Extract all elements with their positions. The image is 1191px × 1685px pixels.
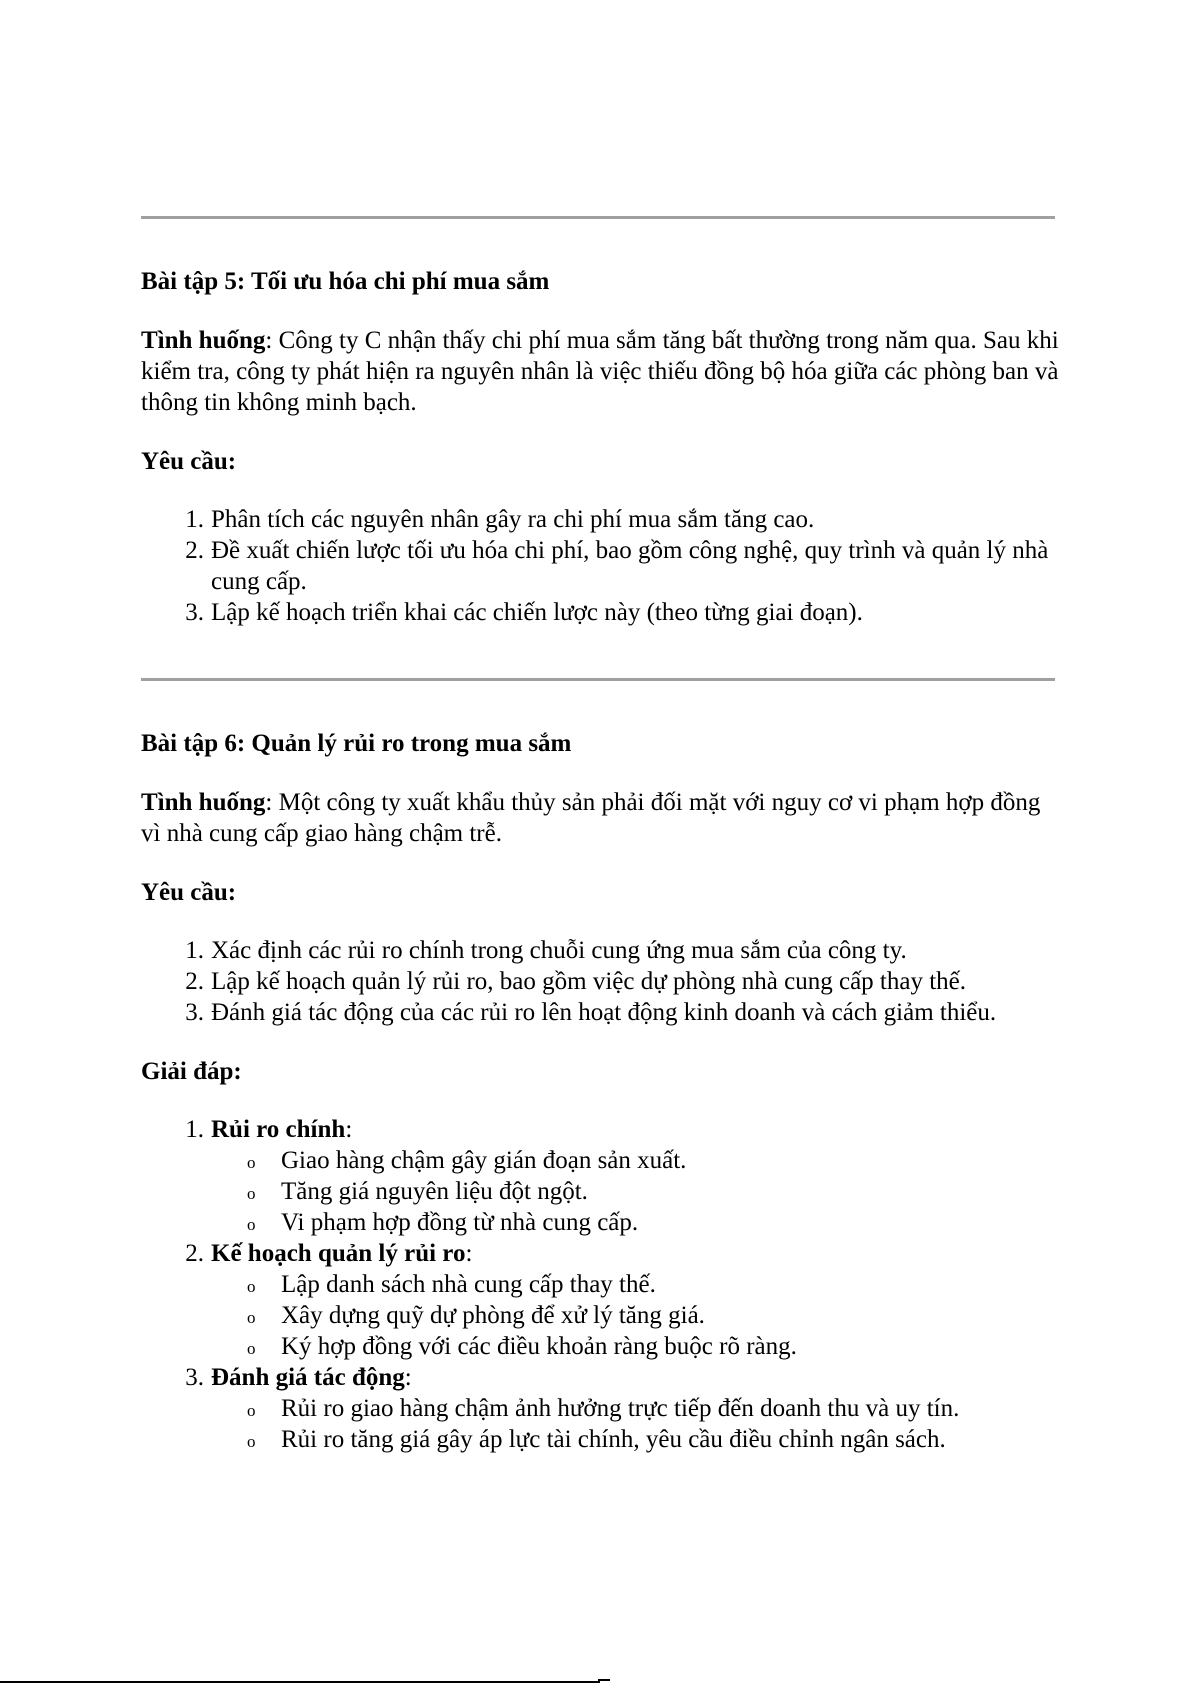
list-number: 1.	[185, 937, 204, 964]
sub-list-item	[247, 1176, 1061, 1207]
requirements-label: Yêu cầu:	[141, 448, 237, 475]
list-number: 1.	[185, 506, 204, 533]
list-item	[185, 997, 1061, 1028]
sub-list-item	[247, 1145, 1061, 1176]
answers-list	[141, 1114, 1061, 1455]
list-item-text: Lập kế hoạch triển khai các chiến lược này (theo từng giai đoạn).	[211, 599, 863, 626]
sub-item-text: Xây dựng quỹ dự phòng để xử lý tăng giá.	[281, 1302, 705, 1329]
list-number: 2.	[185, 968, 204, 995]
list-item-text: Xác định các rủi ro chính trong chuỗi cung ứng mua sắm của công ty.	[211, 937, 907, 964]
exercise-6-requirements-list	[141, 935, 1061, 1028]
exercise-6-situation	[141, 787, 1061, 849]
answer-title: Đánh giá tác động	[211, 1364, 405, 1391]
list-number: 3.	[185, 1364, 204, 1391]
exercise-5-requirements-list	[141, 504, 1061, 628]
bullet-icon: o	[247, 1308, 256, 1327]
answer-item	[185, 1238, 1061, 1362]
list-item-text: Đánh giá tác động của các rủi ro lên hoạt động kinh doanh và cách giảm thiểu.	[211, 999, 997, 1026]
list-number: 2.	[185, 1240, 204, 1267]
list-item	[185, 504, 1061, 535]
bullet-icon: o	[247, 1432, 256, 1451]
bullet-icon: o	[247, 1184, 256, 1203]
list-item	[185, 535, 1061, 597]
sub-item-text: Vi phạm hợp đồng từ nhà cung cấp.	[281, 1209, 639, 1236]
bullet-icon: o	[247, 1277, 256, 1296]
list-item	[185, 966, 1061, 997]
bullet-icon: o	[247, 1153, 256, 1172]
bullet-icon: o	[247, 1339, 256, 1358]
sub-list-item	[247, 1424, 1061, 1455]
footer-rule-tick	[598, 1679, 610, 1681]
footer-rule	[0, 1681, 600, 1683]
list-number: 2.	[185, 537, 204, 564]
bullet-icon: o	[247, 1215, 256, 1234]
answers-label: Giải đáp:	[141, 1058, 242, 1085]
sub-item-text: Lập danh sách nhà cung cấp thay thế.	[281, 1271, 656, 1298]
sub-item-text: Ký hợp đồng với các điều khoản ràng buộc rõ ràng.	[281, 1333, 797, 1360]
sub-item-text: Giao hàng chậm gây gián đoạn sản xuất.	[281, 1147, 687, 1174]
answer-suffix: :	[404, 1364, 412, 1391]
sub-item-text: Tăng giá nguyên liệu đột ngột.	[281, 1178, 588, 1205]
sub-list-item	[247, 1393, 1061, 1424]
list-item	[185, 597, 1061, 628]
list-item-text: Đề xuất chiến lược tối ưu hóa chi phí, bao gồm công nghệ, quy trình và quản lý nhà cung cấp.	[211, 537, 1049, 595]
situation-label: Tình huống	[141, 327, 266, 354]
answer-sublist	[211, 1393, 1061, 1455]
sub-list-item	[247, 1269, 1061, 1300]
list-item-text: Lập kế hoạch quản lý rủi ro, bao gồm việc dự phòng nhà cung cấp thay thế.	[211, 968, 966, 995]
answer-title: Kế hoạch quản lý rủi ro	[211, 1240, 466, 1267]
situation-label: Tình huống	[141, 789, 266, 816]
exercise-5-title: Bài tập 5: Tối ưu hóa chi phí mua sắm	[141, 268, 550, 295]
exercise-5-section	[141, 266, 1061, 628]
sub-item-text: Rủi ro giao hàng chậm ảnh hưởng trực tiếp đến doanh thu và uy tín.	[281, 1395, 960, 1422]
situation-text: : Công ty C nhận thấy chi phí mua sắm tăng bất thường trong năm qua. Sau khi kiểm tra, công ty phát hiện ra nguyên nhân là việc thiếu đồng bộ hóa giữa các phòng ban và thông tin không minh bạch.	[141, 327, 1059, 416]
answer-suffix: :	[465, 1240, 473, 1267]
sub-list-item	[247, 1300, 1061, 1331]
exercise-5-situation	[141, 325, 1061, 418]
sub-list-item	[247, 1207, 1061, 1238]
answer-item	[185, 1362, 1061, 1455]
list-number: 1.	[185, 1116, 204, 1143]
bullet-icon: o	[247, 1401, 256, 1420]
answer-title: Rủi ro chính	[211, 1116, 346, 1143]
horizontal-rule	[141, 216, 1055, 219]
list-item-text: Phân tích các nguyên nhân gây ra chi phí mua sắm tăng cao.	[211, 506, 815, 533]
exercise-6-title: Bài tập 6: Quản lý rủi ro trong mua sắm	[141, 730, 572, 757]
sub-list-item	[247, 1331, 1061, 1362]
exercise-6-section	[141, 728, 1061, 1455]
answer-suffix: :	[345, 1116, 353, 1143]
horizontal-rule	[141, 678, 1055, 681]
requirements-label: Yêu cầu:	[141, 879, 237, 906]
list-item	[185, 935, 1061, 966]
answer-item	[185, 1114, 1061, 1238]
list-number: 3.	[185, 599, 204, 626]
answer-sublist	[211, 1145, 1061, 1238]
answer-sublist	[211, 1269, 1061, 1362]
list-number: 3.	[185, 999, 204, 1026]
situation-text: : Một công ty xuất khẩu thủy sản phải đối mặt với nguy cơ vi phạm hợp đồng vì nhà cung cấp giao hàng chậm trễ.	[141, 789, 1041, 847]
sub-item-text: Rủi ro tăng giá gây áp lực tài chính, yêu cầu điều chỉnh ngân sách.	[281, 1426, 946, 1453]
